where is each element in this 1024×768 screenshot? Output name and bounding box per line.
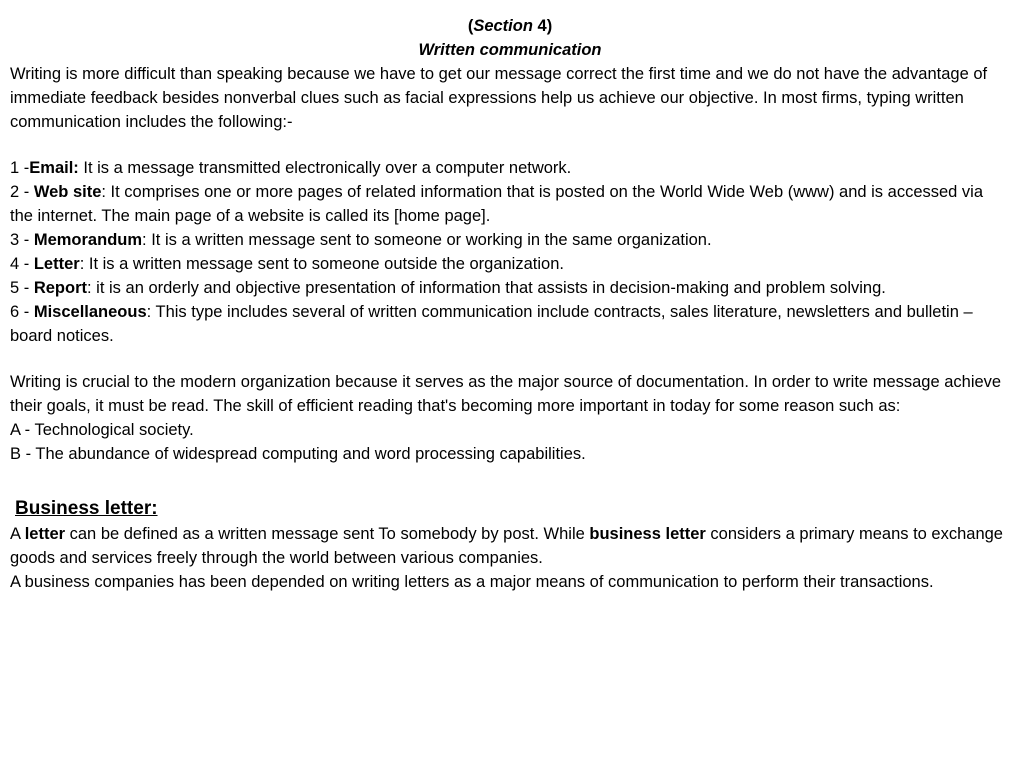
- term-business-letter: business letter: [589, 525, 706, 543]
- document-page: [10, 14, 1010, 594]
- item-term: Email:: [29, 159, 79, 177]
- term-letter: letter: [24, 525, 66, 543]
- text-run: A: [10, 525, 25, 543]
- item-prefix: 4 -: [10, 255, 34, 273]
- item-prefix: 1 -: [10, 159, 30, 177]
- item-text: : It is a written message sent to someone outside the organization.: [79, 255, 564, 273]
- section-title: [10, 14, 1010, 38]
- item-term: Miscellaneous: [33, 303, 147, 321]
- item-text: : It comprises one or more pages of related information that is posted on the World Wide Web (www) and is accessed via the internet. The main page of a website is called its [home page].: [10, 183, 984, 225]
- item-term: Web site: [33, 183, 102, 201]
- item-prefix: 2 -: [10, 183, 34, 201]
- text-run: considers a primary means to exchange goods and services freely through the world between various companies.: [10, 525, 1003, 567]
- list-item: [10, 300, 1010, 348]
- item-prefix: 5 -: [10, 279, 34, 297]
- writing-paragraph: Writing is crucial to the modern organization because it serves as the major source of documentation. In order to write message achieve their goals, it must be read. The skill of efficient reading that's becoming more important in today for some reason such as:: [10, 373, 1002, 415]
- reason-item: B - The abundance of widespread computing and word processing capabilities.: [10, 445, 586, 463]
- spacer: [10, 466, 1010, 496]
- list-item: [10, 228, 1010, 252]
- item-text: It is a message transmitted electronically over a computer network.: [78, 159, 572, 177]
- communication-types-list: [10, 156, 1010, 348]
- list-item: [10, 276, 1010, 300]
- business-letter-heading: Business letter:: [15, 498, 158, 519]
- item-prefix: 6 -: [10, 303, 34, 321]
- reason-item: A - Technological society.: [10, 421, 194, 439]
- item-text: : It is a written message sent to someone or working in the same organization.: [142, 231, 712, 249]
- section-close-paren: ): [546, 17, 553, 35]
- section-subtitle: Written communication: [418, 41, 602, 59]
- item-text: : This type includes several of written communication include contracts, sales literature, newsletters and bulletin – board notices.: [10, 303, 973, 345]
- item-term: Report: [33, 279, 88, 297]
- spacer: [10, 134, 1010, 156]
- section-word: Section: [473, 17, 533, 35]
- item-text: : it is an orderly and objective presentation of information that assists in decision-making and problem solving.: [87, 279, 886, 297]
- list-item: [10, 156, 1010, 180]
- business-letter-paragraph: [10, 522, 1010, 570]
- business-companies-paragraph: A business companies has been depended on writing letters as a major means of communication to perform their transactions.: [10, 573, 934, 591]
- section-number: 4: [532, 17, 547, 35]
- text-run: can be defined as a written message sent To somebody by post. While: [65, 525, 590, 543]
- spacer: [10, 348, 1010, 370]
- section-open-paren: (: [467, 17, 474, 35]
- intro-paragraph: Writing is more difficult than speaking because we have to get our message correct the first time and we do not have the advantage of immediate feedback besides nonverbal clues such as facial expressions help us achieve our objective. In most firms, typing written communication includes the following:-: [10, 65, 988, 131]
- item-prefix: 3 -: [10, 231, 34, 249]
- list-item: [10, 180, 1010, 228]
- list-item: [10, 252, 1010, 276]
- item-term: Memorandum: [33, 231, 143, 249]
- item-term: Letter: [33, 255, 80, 273]
